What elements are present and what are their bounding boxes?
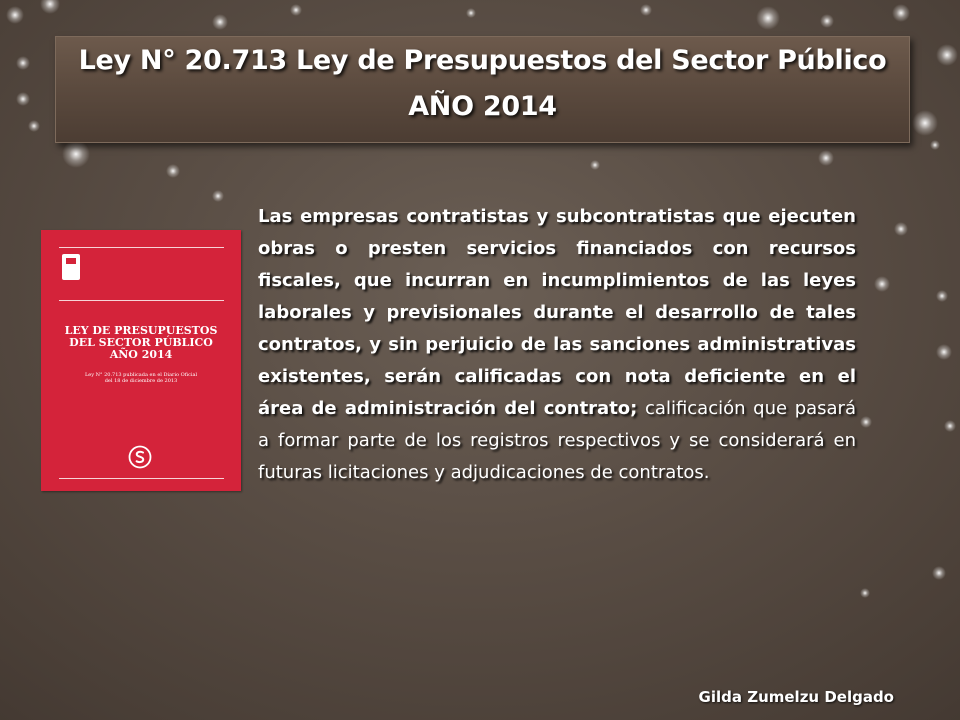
book-subtitle: del 18 de diciembre de 2013 xyxy=(104,378,178,384)
book-cover-image xyxy=(41,230,241,491)
sparkle xyxy=(892,4,910,22)
book-title-line: AÑO 2014 xyxy=(109,348,173,361)
body-paragraph xyxy=(258,201,856,489)
sparkle xyxy=(590,160,600,170)
sparkle xyxy=(6,6,24,24)
book-mid-rule xyxy=(59,300,224,301)
publisher-logo-icon xyxy=(128,445,152,469)
sparkle xyxy=(818,150,834,166)
sparkle xyxy=(40,0,60,14)
sparkle xyxy=(936,44,958,66)
sparkle xyxy=(874,276,890,292)
sparkle xyxy=(466,8,476,18)
sparkle xyxy=(756,6,780,30)
sparkle xyxy=(860,416,872,428)
sparkle xyxy=(62,140,90,168)
sparkle xyxy=(166,164,180,178)
sparkle xyxy=(16,92,30,106)
sparkle xyxy=(860,588,870,598)
body-text-regular: calificación que pasará a formar parte de los registros respectivos y se considerará en futuras licitaciones y adjudicaciones de contratos. xyxy=(258,398,856,483)
book-top-rule xyxy=(59,247,224,248)
book-title-line: DEL SECTOR PÚBLICO xyxy=(69,336,213,349)
author-name: Gilda Zumelzu Delgado xyxy=(698,688,894,706)
book-subtitle: Ley N° 20.713 publicada en el Diario Oficial xyxy=(84,372,198,378)
sparkle xyxy=(894,222,908,236)
sparkle xyxy=(640,4,652,16)
sparkle xyxy=(932,566,946,580)
sparkle xyxy=(28,120,40,132)
sparkle xyxy=(936,290,948,302)
sparkle xyxy=(212,14,228,30)
government-crest-icon xyxy=(62,254,80,280)
slide-title: Ley N° 20.713 Ley de Presupuestos del Sector Público xyxy=(78,45,887,76)
book-bottom-rule xyxy=(59,478,224,479)
sparkle xyxy=(290,4,302,16)
sparkle xyxy=(930,140,940,150)
title-box xyxy=(55,36,910,143)
sparkle xyxy=(944,420,956,432)
sparkle xyxy=(820,14,834,28)
slide-title-year: AÑO 2014 xyxy=(408,91,557,122)
sparkle xyxy=(212,190,224,202)
sparkle xyxy=(912,110,938,136)
sparkle xyxy=(936,344,952,360)
book-title-line: LEY DE PRESUPUESTOS xyxy=(64,324,218,337)
body-text-bold: Las empresas contratistas y subcontratistas que ejecuten obras o presten servicios financiados con recursos fiscales, que incurran en incumplimientos de las leyes laborales y previsionales durante el desarrollo de tales contratos, y sin perjuicio de las sanciones administrativas existentes, serán calificadas con nota deficiente en el área de administración del contrato; xyxy=(258,206,856,419)
sparkle xyxy=(16,56,30,70)
